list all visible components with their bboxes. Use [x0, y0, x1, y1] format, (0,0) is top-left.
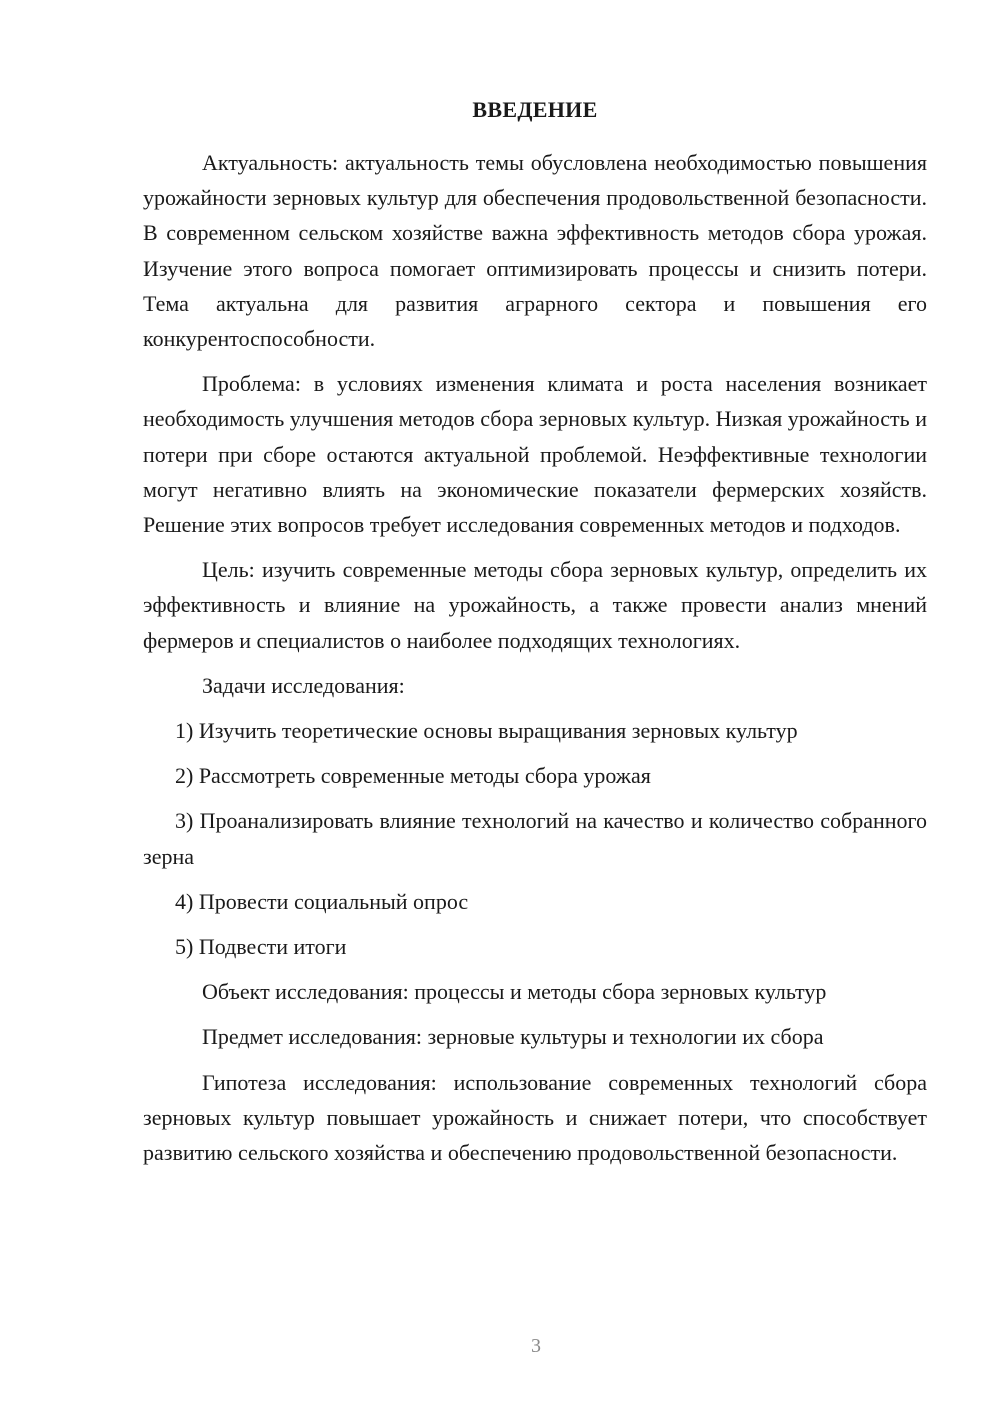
task-item: 1) Изучить теоретические основы выращивания зерновых культур: [175, 718, 798, 744]
tasks-list: [143, 713, 927, 964]
task-item: 4) Провести социальный опрос: [175, 888, 469, 914]
task-item: 2) Рассмотреть современные методы сбора урожая: [175, 763, 651, 789]
page-number: 3: [531, 1335, 541, 1357]
tasks-title: Задачи исследования:: [202, 672, 405, 698]
document-page: [143, 96, 927, 1180]
relevance-paragraph: Актуальность: актуальность темы обусловлена необходимостью повышения урожайности зерновых культур для обеспечения продовольственной безопасности. В современном сельском хозяйстве важна эффективность методов сбора урожая. Изучение этого вопроса помогает оптимизировать процессы и снизить потери. Тема актуальна для развития аграрного сектора и повышения его конкурентоспособности.: [143, 150, 927, 352]
section-heading: ВВЕДЕНИЕ: [472, 97, 598, 122]
task-item: 5) Подвести итоги: [175, 934, 347, 960]
research-object: Объект исследования: процессы и методы сбора зерновых культур: [202, 979, 827, 1005]
problem-paragraph: Проблема: в условиях изменения климата и роста населения возникает необходимость улучшения методов сбора зерновых культур. Низкая урожайность и потери при сборе остаются актуальной проблемой. Неэффективные технологии могут негативно влиять на экономические показатели фермерских хозяйств. Решение этих вопросов требует исследования современных методов и подходов.: [143, 371, 927, 538]
goal-paragraph: Цель: изучить современные методы сбора зерновых культур, определить их эффективность и влияние на урожайность, а также провести анализ мнений фермеров и специалистов о наиболее подходящих технологиях.: [143, 557, 927, 653]
task-item: 3) Проанализировать влияние технологий на качество и количество собранного зерна: [143, 808, 927, 869]
research-subject: Предмет исследования: зерновые культуры и технологии их сбора: [202, 1024, 824, 1050]
hypothesis-paragraph: Гипотеза исследования: использование современных технологий сбора зерновых культур повышает урожайность и снижает потери, что способствует развитию сельского хозяйства и обеспечению продовольственной безопасности.: [143, 1069, 927, 1166]
